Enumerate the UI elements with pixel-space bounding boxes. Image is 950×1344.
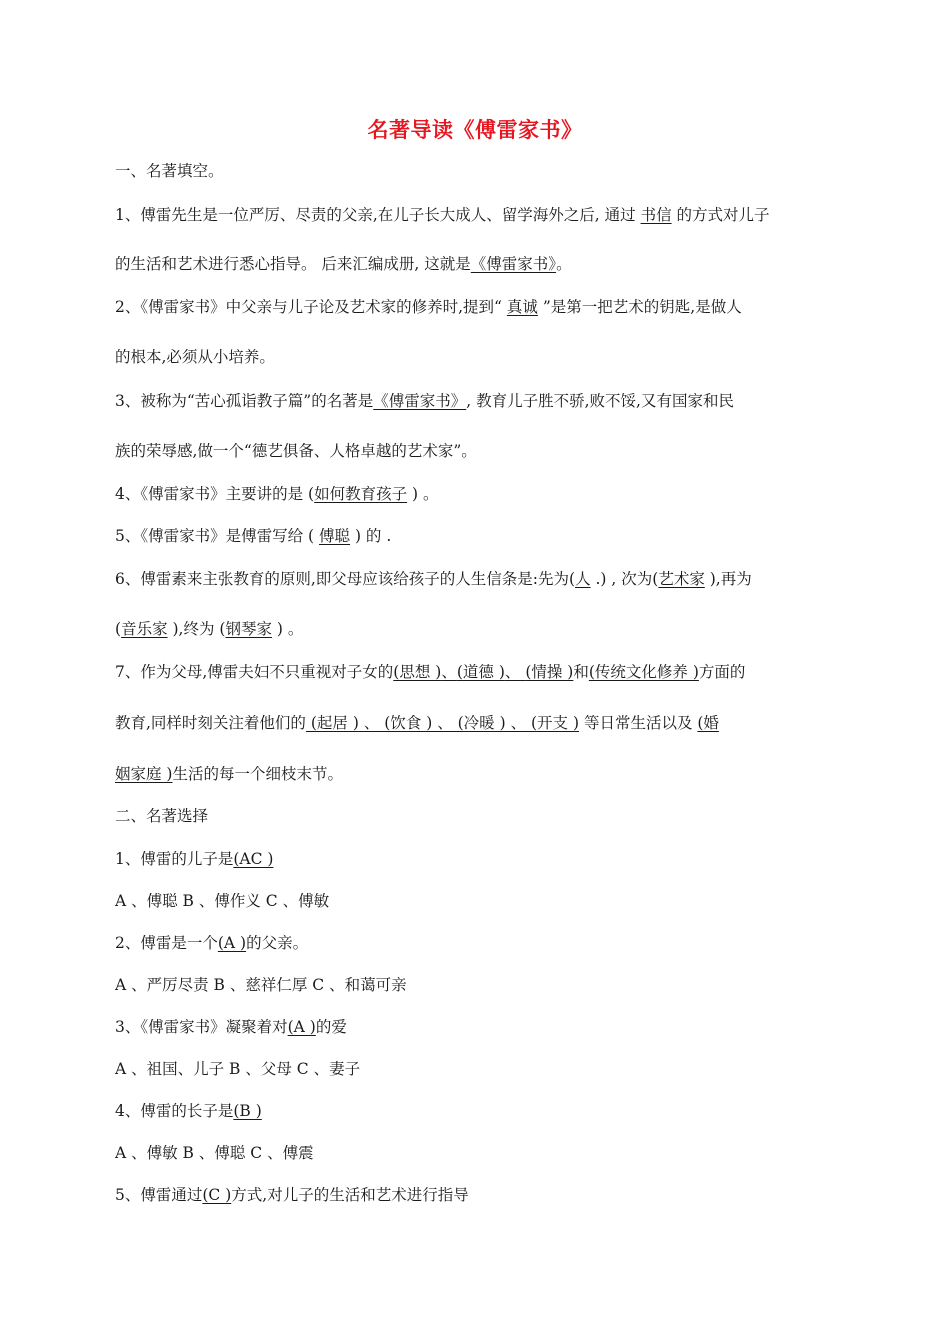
q5-line: 5、《傅雷家书》是傅雷写给 ( 傅聪 ) 的 . bbox=[115, 527, 392, 545]
section1-heading: 一、名著填空。 bbox=[115, 162, 224, 180]
mc2-options: A 、严厉尽责 B 、慈祥仁厚 C 、和蔼可亲 bbox=[115, 976, 407, 994]
q2-line1: 2、《傅雷家书》中父亲与儿子论及艺术家的修养时,提到“ 真诚 ”是第一把艺术的钥匙,是做人 bbox=[115, 298, 742, 316]
q7-answer-5: (起居 ) 、 (饮食 ) 、 (冷暖 ) 、 (开支 ) bbox=[305, 714, 580, 732]
q6-line1: 6、傅雷素来主张教育的原则,即父母应该给孩子的人生信条是:先为(人 .) , 次为(艺术家 ),再为 bbox=[115, 570, 752, 588]
q6-line2: (音乐家 ),终为 (钢琴家 ) 。 bbox=[115, 620, 304, 638]
mc1-question: 1、傅雷的儿子是(AC ) bbox=[115, 850, 274, 868]
q7-answer-4: (传统文化修养 ) bbox=[588, 663, 699, 681]
q1-answer-2: 《傅雷家书》 bbox=[470, 255, 557, 273]
mc4-options: A 、傅敏 B 、傅聪 C 、傅震 bbox=[115, 1144, 314, 1162]
document-title: 名著导读《傅雷家书》 bbox=[367, 118, 583, 142]
q6-answer-4: 钢琴家 bbox=[225, 620, 272, 638]
q4-line: 4、《傅雷家书》主要讲的是 (如何教育孩子 ) 。 bbox=[115, 485, 439, 503]
q7-answer-1: (思想 ) bbox=[393, 663, 442, 681]
q7-line1: 7、作为父母,傅雷夫妇不只重视对子女的(思想 )、(道德 )、 (情操 )和(传统文化修养 )方面的 bbox=[115, 663, 746, 681]
q3-answer: 《傅雷家书》 bbox=[373, 392, 467, 410]
mc3-question: 3、《傅雷家书》凝聚着对(A )的爱 bbox=[115, 1018, 347, 1036]
q6-answer-1: 人 bbox=[575, 570, 591, 588]
q7-line2: 教育,同样时刻关注着他们的 (起居 ) 、 (饮食 ) 、 (冷暖 ) 、 (开支 ) 等日常生活以及 (婚 bbox=[115, 714, 719, 732]
mc5-answer: (C ) bbox=[202, 1186, 232, 1204]
q7-answer-3: (情操 ) bbox=[525, 663, 574, 681]
q6-answer-3: 音乐家 bbox=[121, 620, 168, 638]
mc2-question: 2、傅雷是一个(A )的父亲。 bbox=[115, 934, 309, 952]
q7-answer-6-cont: 姻家庭 ) bbox=[115, 765, 173, 783]
mc1-options: A 、傅聪 B 、傅作义 C 、傅敏 bbox=[115, 892, 330, 910]
q2-line2: 的根本,必须从小培养。 bbox=[115, 348, 275, 366]
q5-answer: 傅聪 bbox=[319, 527, 351, 545]
q7-answer-6: (婚 bbox=[697, 714, 719, 732]
q1-line1: 1、傅雷先生是一位严厉、尽责的父亲,在儿子长大成人、留学海外之后, 通过 书信 的方式对儿子 bbox=[115, 206, 770, 224]
q3-line2: 族的荣辱感,做一个“德艺俱备、人格卓越的艺术家”。 bbox=[115, 442, 477, 460]
mc4-answer: (B ) bbox=[233, 1102, 262, 1120]
q7-line3: 姻家庭 )生活的每一个细枝末节。 bbox=[115, 765, 343, 783]
mc4-question: 4、傅雷的长子是(B ) bbox=[115, 1102, 262, 1120]
q3-line1: 3、被称为“苦心孤诣教子篇”的名著是《傅雷家书》, 教育儿子胜不骄,败不馁,又有国家和民 bbox=[115, 392, 734, 410]
q1-answer: 书信 bbox=[640, 206, 672, 224]
q6-answer-2: 艺术家 bbox=[658, 570, 705, 588]
mc2-answer: (A ) bbox=[217, 934, 247, 952]
q4-answer: 如何教育孩子 bbox=[314, 485, 408, 503]
mc3-options: A 、祖国、儿子 B 、父母 C 、妻子 bbox=[115, 1060, 361, 1078]
q1-line2: 的生活和艺术进行悉心指导。 后来汇编成册, 这就是《傅雷家书》。 bbox=[115, 255, 572, 273]
section2-heading: 二、名著选择 bbox=[115, 807, 209, 825]
mc5-question: 5、傅雷通过(C )方式,对儿子的生活和艺术进行指导 bbox=[115, 1186, 469, 1204]
q2-answer: 真诚 bbox=[506, 298, 538, 316]
mc1-answer: (AC ) bbox=[233, 850, 274, 868]
mc3-answer: (A ) bbox=[287, 1018, 316, 1036]
q7-answer-2: (道德 ) bbox=[456, 663, 505, 681]
